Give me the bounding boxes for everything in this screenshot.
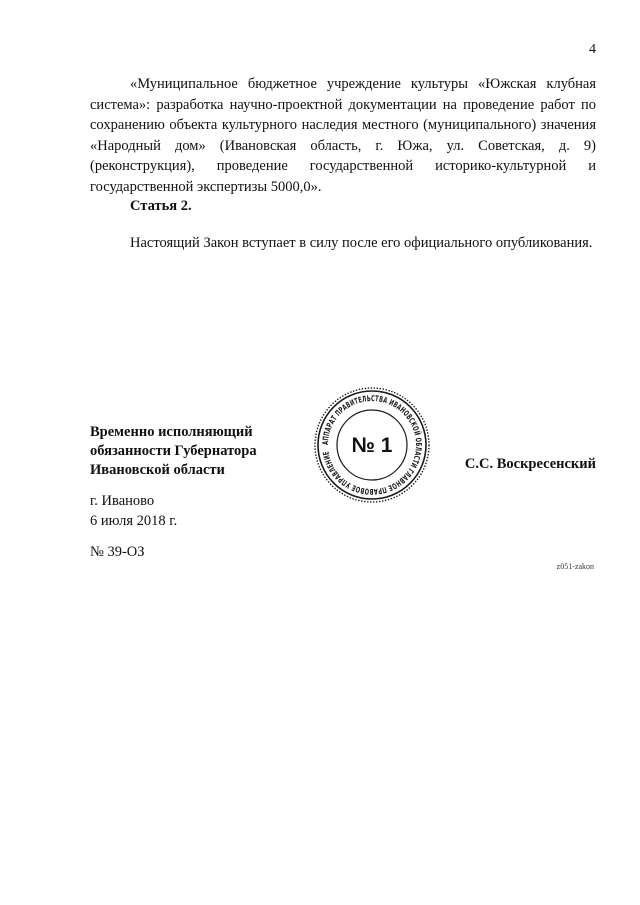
- date-of-signing: 6 июля 2018 г.: [90, 513, 178, 529]
- law-number: № 39-ОЗ: [90, 544, 145, 560]
- signatory-title: [90, 423, 257, 480]
- article-heading: Статья 2.: [130, 198, 192, 214]
- place-and-date: [90, 491, 177, 531]
- signatory-title-line: Ивановской области: [90, 462, 225, 478]
- file-code: z051-zakon: [556, 562, 594, 571]
- signer-name: С.С. Воскресенский: [464, 456, 596, 472]
- place-of-signing: г. Иваново: [90, 493, 155, 509]
- seal-center-text: № 1: [351, 434, 393, 457]
- paragraph-entry-into-force: Настоящий Закон вступает в силу после его официального опубликования.: [130, 235, 593, 251]
- seal-ring-text: АППАРАТ ПРАВИТЕЛЬСТВА ИВАНОВСКОЙ ОБЛАСТИ ГЛАВНОЕ ПРАВОВОЕ УПРАВЛЕНИЕ: [320, 393, 424, 497]
- signatory-title-line: обязанности Губернатора: [90, 443, 257, 459]
- page-number: 4: [589, 42, 596, 57]
- signatory-title-line: Временно исполняющий: [90, 424, 253, 440]
- official-seal-stamp: [313, 386, 431, 504]
- paragraph-object-list-item: «Муниципальное бюджетное учреждение культуры «Южская клубная система»: разработка научно-проектной документации на проведение работ по сохранению объекта культурного наследия местного (муниципального) значения «Народный дом» (Ивановская область, г. Южа, ул. Советская, д. 9) (реконструкция), проведение государственной историко-культурной и государственной экспертизы 5000,0».: [90, 76, 596, 195]
